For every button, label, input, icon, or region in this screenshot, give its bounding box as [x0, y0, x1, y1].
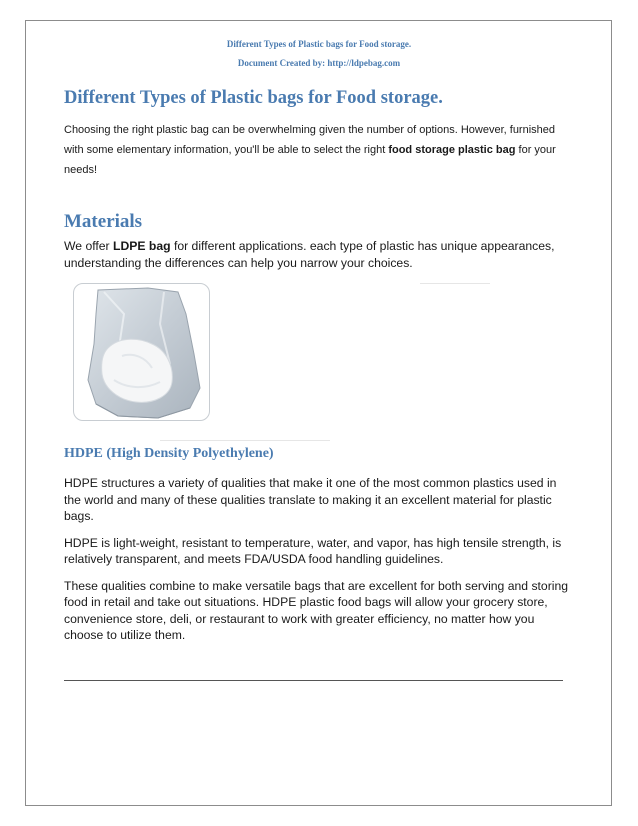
intro-text-suffix: for your needs!	[64, 144, 556, 176]
faint-divider	[160, 440, 330, 441]
hdpe-heading: HDPE (High Density Polyethylene)	[64, 446, 274, 461]
faint-divider	[420, 283, 490, 284]
materials-paragraph	[64, 238, 569, 271]
materials-text-prefix: We offer	[64, 239, 113, 253]
hdpe-paragraph-2: HDPE is light-weight, resistant to temperature, water, and vapor, has high tensile strength, is relatively transparent, and meets FDA/USDA food handling guidelines.	[64, 535, 562, 566]
hdpe-paragraph-1: HDPE structures a variety of qualities that make it one of the most common plastics used in the world and many of these qualities translate to making it an excellent material for plastic bags.	[64, 476, 557, 523]
intro-text-prefix: Choosing the right plastic bag can be overwhelming given the number of options. However, furnished with some elementary information, you'll be able to select the right	[64, 124, 556, 156]
document-body	[64, 87, 569, 644]
plastic-bag-photo	[73, 283, 210, 421]
materials-heading: Materials	[64, 211, 143, 232]
hdpe-paragraph-3: These qualities combine to make versatile bags that are excellent for both serving and storing food in retail and take out situations. HDPE plastic food bags will allow your grocery store, convenience store, deli, or restaurant to work with greater efficiency, no matter how you choose to utilize them.	[64, 578, 569, 642]
intro-keyword: food storage plastic bag	[388, 144, 516, 156]
article-title: Different Types of Plastic bags for Food storage.	[64, 88, 443, 108]
running-header-title: Different Types of Plastic bags for Food storage.	[226, 39, 412, 49]
section-divider	[64, 680, 563, 681]
product-image-area	[64, 283, 569, 430]
intro-paragraph	[64, 120, 569, 180]
plastic-bag-icon	[74, 284, 210, 421]
materials-text-suffix: for different applications. each type of plastic has unique appearances, understanding the differences can help you narrow your choices.	[64, 239, 555, 270]
materials-keyword: LDPE bag	[113, 239, 171, 253]
running-header-credit: Document Created by: http://ldpebag.com	[237, 58, 401, 68]
